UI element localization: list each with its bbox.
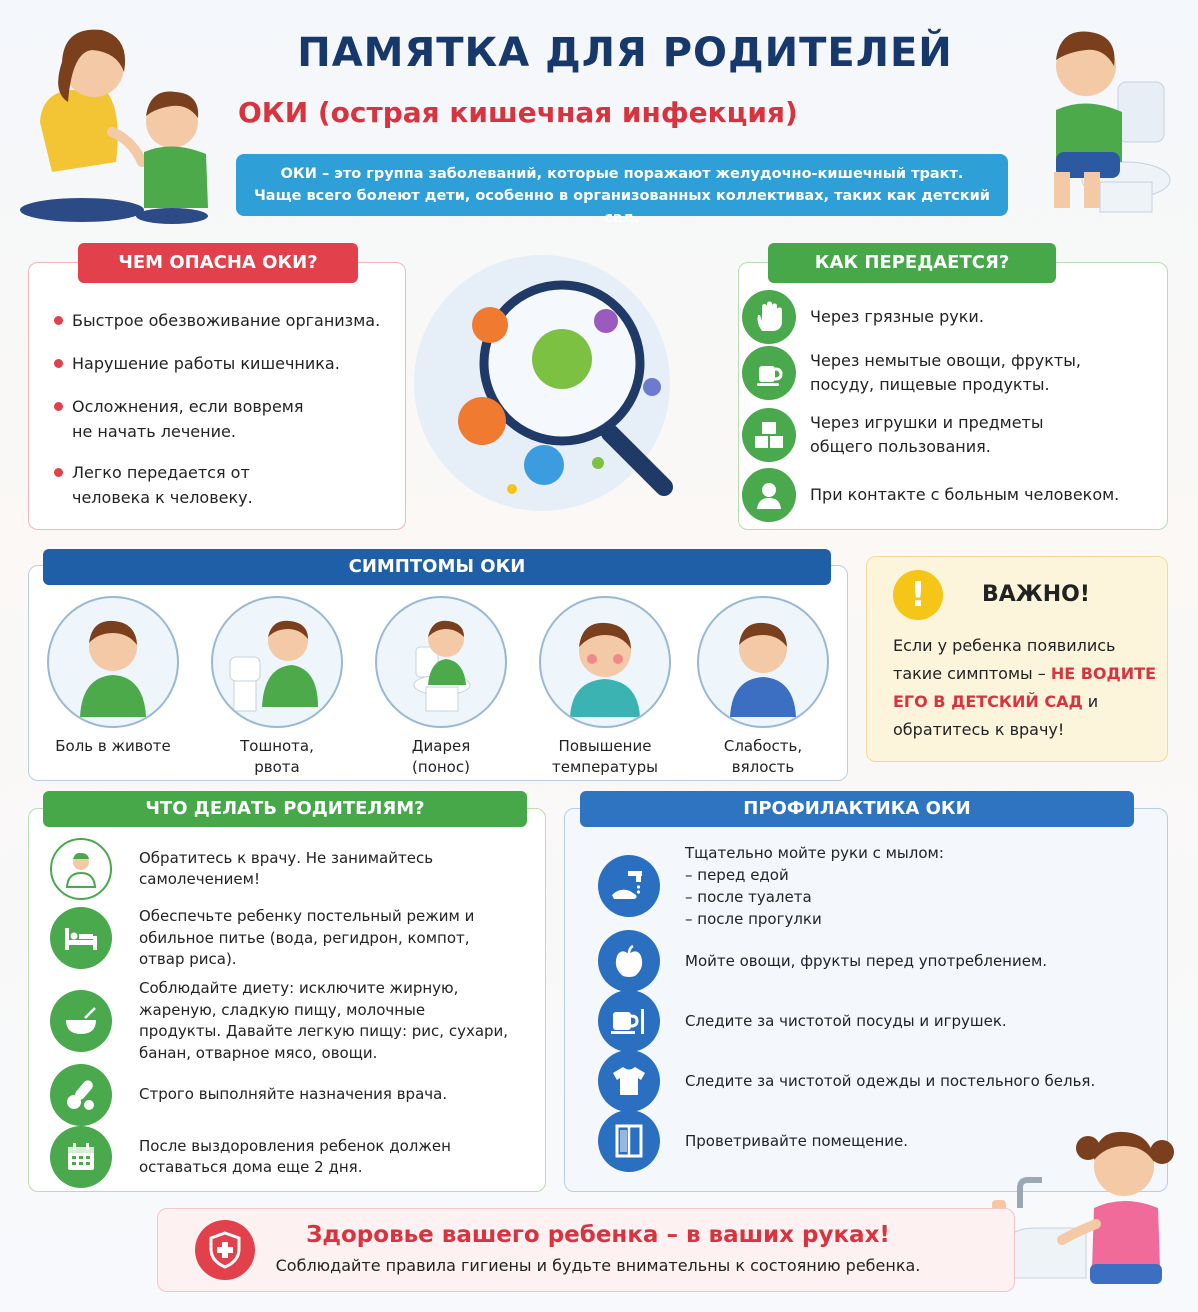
important-text-part: Если у ребенка появились такие симптомы –: [893, 636, 1116, 683]
transmission-text: Через грязные руки.: [810, 307, 984, 326]
nausea-icon: [211, 596, 343, 728]
prevention-text: Мойте овощи, фрукты перед употреблением.: [685, 952, 1048, 970]
symptom-label: [366, 736, 516, 778]
symptom-label-line: Повышение: [558, 737, 652, 755]
prevention-text: Проветривайте помещение.: [685, 1132, 909, 1150]
bed-icon: [50, 907, 112, 969]
germs-magnifier-illustration: [412, 255, 702, 525]
hand-icon: [742, 290, 796, 344]
dishes-icon: [598, 990, 660, 1052]
symptom-label-line: температуры: [551, 758, 658, 776]
transmission-title: КАК ПЕРЕДАЕТСЯ?: [768, 243, 1056, 283]
danger-item: Осложнения, если вовремя не начать лечение.: [52, 394, 312, 444]
symptom-item: [366, 596, 516, 778]
stomach-ache-icon: [47, 596, 179, 728]
symptom-label-line: Слабость,: [723, 737, 803, 755]
mother-child-illustration: [12, 12, 222, 227]
important-warning: НЕ ВОДИТЕ ЕГО В ДЕТСКИЙ САД: [893, 664, 1156, 711]
parents-item: [50, 838, 540, 900]
prevention-item: [598, 990, 1118, 1052]
symptom-item: [38, 596, 188, 757]
transmission-text: Через немытые овощи, фрукты, посуду, пищевые продукты.: [810, 351, 1081, 394]
symptom-label-line: вялость: [731, 758, 795, 776]
cup-icon: [742, 346, 796, 400]
page-subtitle: ОКИ (острая кишечная инфекция): [238, 96, 798, 129]
child-toilet-illustration: [1030, 12, 1180, 222]
parents-title: ЧТО ДЕЛАТЬ РОДИТЕЛЯМ?: [43, 791, 527, 827]
symptom-label: [688, 736, 838, 778]
symptom-label: [202, 736, 352, 778]
parents-item: [50, 906, 540, 971]
prevention-item: [598, 930, 1118, 992]
parents-text: Обеспечьте ребенку постельный режим и обильное питье (вода, регидрон, компот, отвар риса).: [139, 907, 475, 968]
bowl-icon: [50, 990, 112, 1052]
intro-banner: [236, 154, 1008, 226]
parents-text: После выздоровления ребенок должен оставаться дома еще 2 дня.: [139, 1136, 451, 1176]
symptom-label: [530, 736, 680, 778]
transmission-item: [742, 290, 1162, 344]
symptom-item: [202, 596, 352, 778]
transmission-item: [742, 468, 1162, 522]
parents-item: [50, 1064, 540, 1126]
symptoms-title: СИМПТОМЫ ОКИ: [43, 549, 831, 585]
person-icon: [742, 468, 796, 522]
transmission-item: [742, 346, 1162, 400]
parents-text: Строго выполняйте назначения врача.: [139, 1085, 448, 1104]
pills-icon: [50, 1064, 112, 1126]
handwash-point: – перед едой: [685, 866, 789, 884]
handwash-point: – после туалета: [685, 888, 812, 906]
toys-icon: [742, 408, 796, 462]
transmission-text: При контакте с больным человеком.: [810, 485, 1120, 504]
prevention-item: [598, 842, 1118, 930]
page-title: ПАМЯТКА ДЛЯ РОДИТЕЛЕЙ: [297, 30, 953, 76]
parents-item: [50, 1126, 540, 1188]
handwash-point: – после прогулки: [685, 910, 822, 928]
window-icon: [598, 1110, 660, 1172]
symptom-label-line: Тошнота,: [240, 737, 314, 755]
danger-list: [52, 308, 392, 526]
danger-title: ЧЕМ ОПАСНА ОКИ?: [78, 243, 358, 283]
parents-text: Обратитесь к врачу. Не занимайтесь самолечением!: [139, 848, 434, 888]
symptom-label-line: Диарея: [411, 737, 471, 755]
apple-icon: [598, 930, 660, 992]
doctor-icon: [50, 838, 112, 900]
prevention-item: [598, 1050, 1118, 1112]
symptom-item: [530, 596, 680, 778]
intro-line-1: ОКИ – это группа заболеваний, которые поражают желудочно-кишечный тракт.: [280, 166, 964, 182]
weakness-icon: [697, 596, 829, 728]
intro-line-2: Чаще всего болеют дети, особенно в организованных коллективах, таких как детский сад.: [254, 188, 990, 226]
handwash-text: [685, 842, 944, 930]
symptom-label: Боль в животе: [55, 737, 171, 755]
fever-icon: [539, 596, 671, 728]
tshirt-icon: [598, 1050, 660, 1112]
symptom-label-line: рвота: [254, 758, 300, 776]
transmission-item: [742, 408, 1162, 462]
handwash-icon: [598, 855, 660, 917]
handwash-lead: Тщательно мойте руки с мылом:: [685, 844, 944, 862]
danger-item: Быстрое обезвоживание организма.: [52, 308, 392, 333]
diarrhea-icon: [375, 596, 507, 728]
symptom-item: [688, 596, 838, 778]
danger-item: Легко передается от человека к человеку.: [52, 460, 332, 510]
footer-banner: [157, 1208, 1015, 1292]
important-title: ВАЖНО!: [982, 582, 1090, 607]
transmission-text: Через игрушки и предметы общего пользования.: [810, 413, 1044, 456]
important-text-part: и обратитесь к врачу!: [893, 692, 1099, 739]
prevention-text: Следите за чистотой посуды и игрушек.: [685, 1012, 1007, 1030]
important-text: [893, 632, 1161, 744]
prevention-text: Следите за чистотой одежды и постельного белья.: [685, 1072, 1096, 1090]
symptom-label-line: (понос): [412, 758, 470, 776]
calendar-icon: [50, 1126, 112, 1188]
parents-text: Соблюдайте диету: исключите жирную, жареную, сладкую пищу, молочные продукты. Давайте легкую пищу: рис, сухари, банан, отварное мясо, овощи.: [139, 979, 509, 1062]
danger-item: Нарушение работы кишечника.: [52, 351, 392, 376]
parents-item: [50, 978, 540, 1064]
footer-subtitle: Соблюдайте правила гигиены и будьте внимательны к состоянию ребенка.: [275, 1256, 921, 1275]
footer-title: Здоровье вашего ребенка – в ваших руках!: [306, 1222, 890, 1248]
warning-icon: !: [893, 570, 943, 620]
shield-icon: [195, 1220, 255, 1280]
prevention-title: ПРОФИЛАКТИКА ОКИ: [580, 791, 1134, 827]
